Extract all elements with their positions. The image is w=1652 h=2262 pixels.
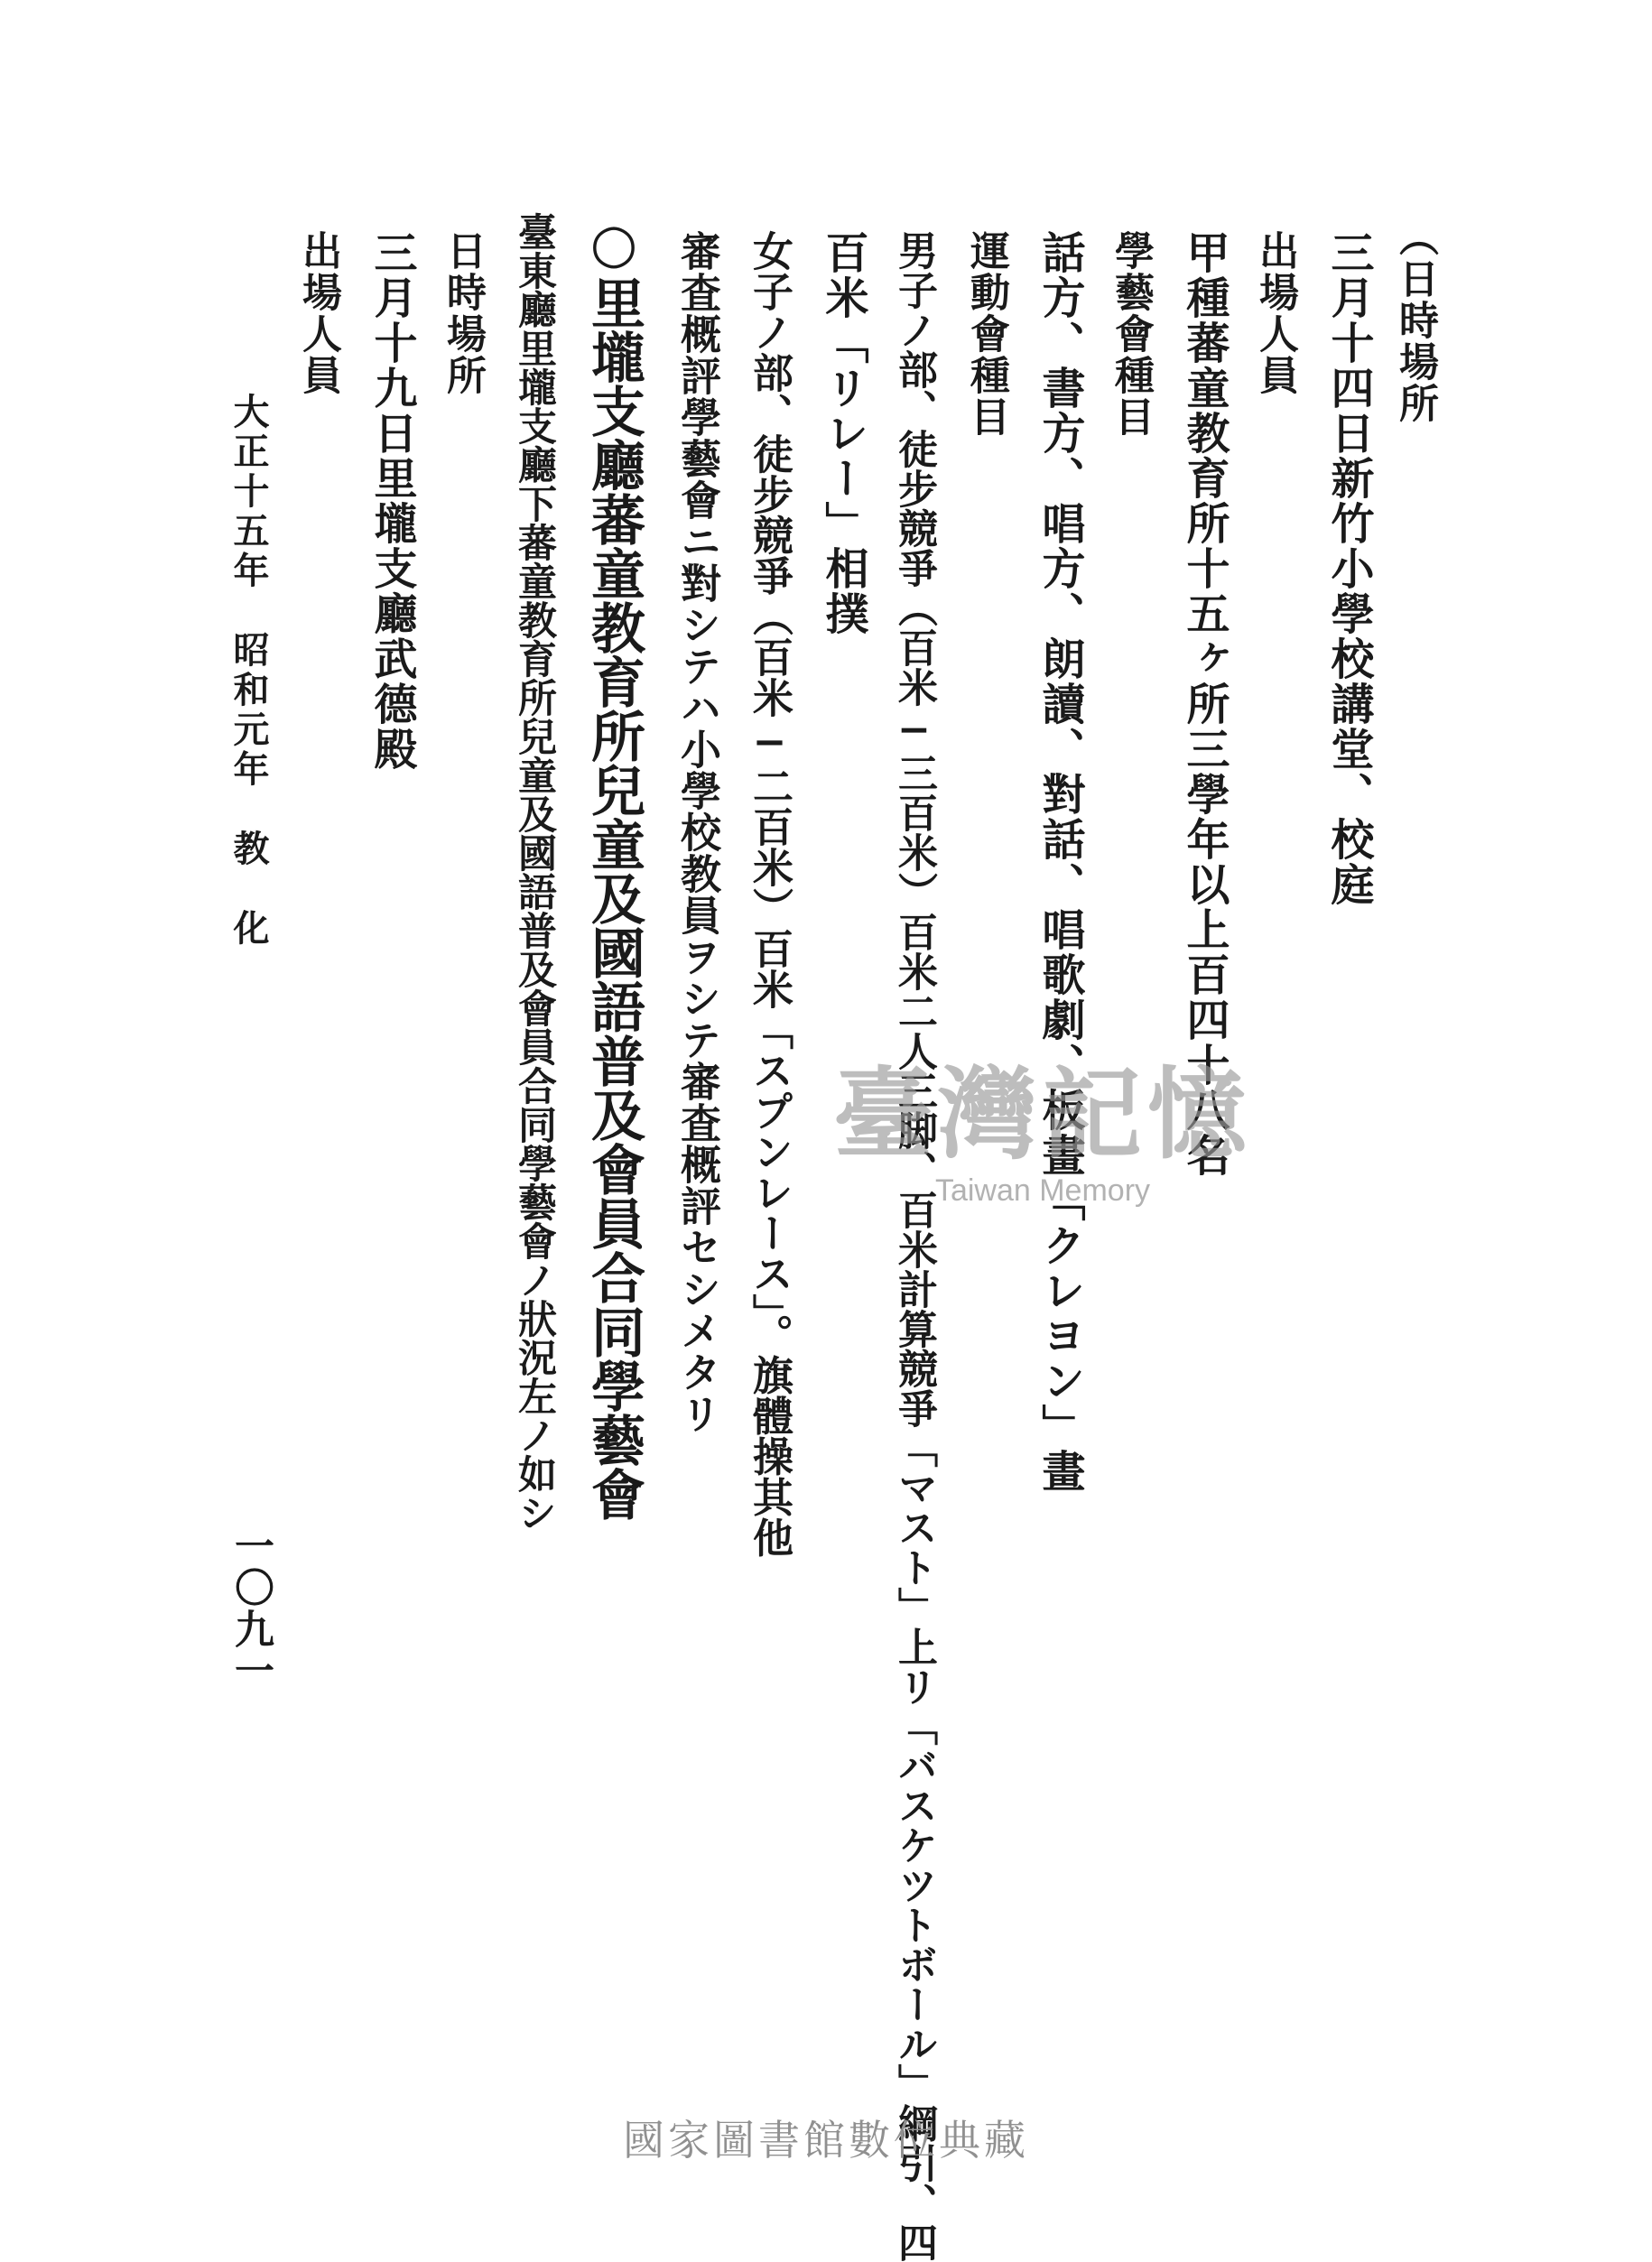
section-heading: ○里壠支廳蕃童教育所兒童及國語普及會員合同學藝會 — [582, 212, 645, 1521]
text-column-participants-heading-2: 出場人員 — [295, 230, 341, 396]
running-head: 大正十五年 昭和元年 教 化 — [227, 393, 270, 949]
text-column-arts-items-heading: 學藝會種目 — [1108, 230, 1154, 438]
text-column-sports-girls: 女子ノ部、徒步競爭（百米−二百米）百米「スプンレース」。旗體操其他 — [746, 230, 794, 1558]
text-column-review: 審査概評學藝會ニ對シテハ小學校教員ヲシテ審査概評セシメタリ — [673, 230, 721, 1434]
text-column-arts-items: 話方、書方、唱方、朗讀、對話、唱歌劇、板畫「クレヨン」畫 — [1035, 230, 1085, 1494]
text-column-participants-heading-1: 出場人員 — [1252, 230, 1298, 396]
text-column-date-place-heading: （日時場所 — [1392, 217, 1438, 424]
text-column-date-place-2: 三月十九日里壠支廳武德殿 — [367, 230, 417, 772]
text-column-date-place-1: 三月十四日新竹小學校講堂、校庭 — [1323, 230, 1374, 907]
watermark-chinese: 臺灣記憶 — [833, 1056, 1252, 1173]
footer-library-credit: 國家圖書館數位典藏 — [623, 2116, 1029, 2165]
text-column-date-place-heading-2: 日時場所 — [440, 230, 486, 396]
text-column-section-intro: 臺東廳里壠支廳下蕃童教育所兒童及國語普及會員合同學藝會ノ狀況左ノ如シ — [512, 212, 557, 1532]
watermark-english: Taiwan Memory — [934, 1173, 1151, 1208]
page-number: 一〇九一 — [227, 1525, 274, 1692]
watermark-logo — [817, 1056, 1268, 1246]
text-column-sports-boys: 男子ノ部、徒步競爭（百米−三百米）百米二人三脚、百米計算競爭「マスト」上リ「バスケツトボール」綱引、四 — [891, 230, 937, 2262]
text-column-sports-boys-cont: 百米「リレー」相撲 — [818, 230, 868, 636]
text-column-participants-1: 甲種蕃童教育所十五ヶ所三學年以上百四十八名 — [1179, 230, 1230, 1178]
text-column-sports-items-heading: 運動會種目 — [963, 230, 1009, 438]
